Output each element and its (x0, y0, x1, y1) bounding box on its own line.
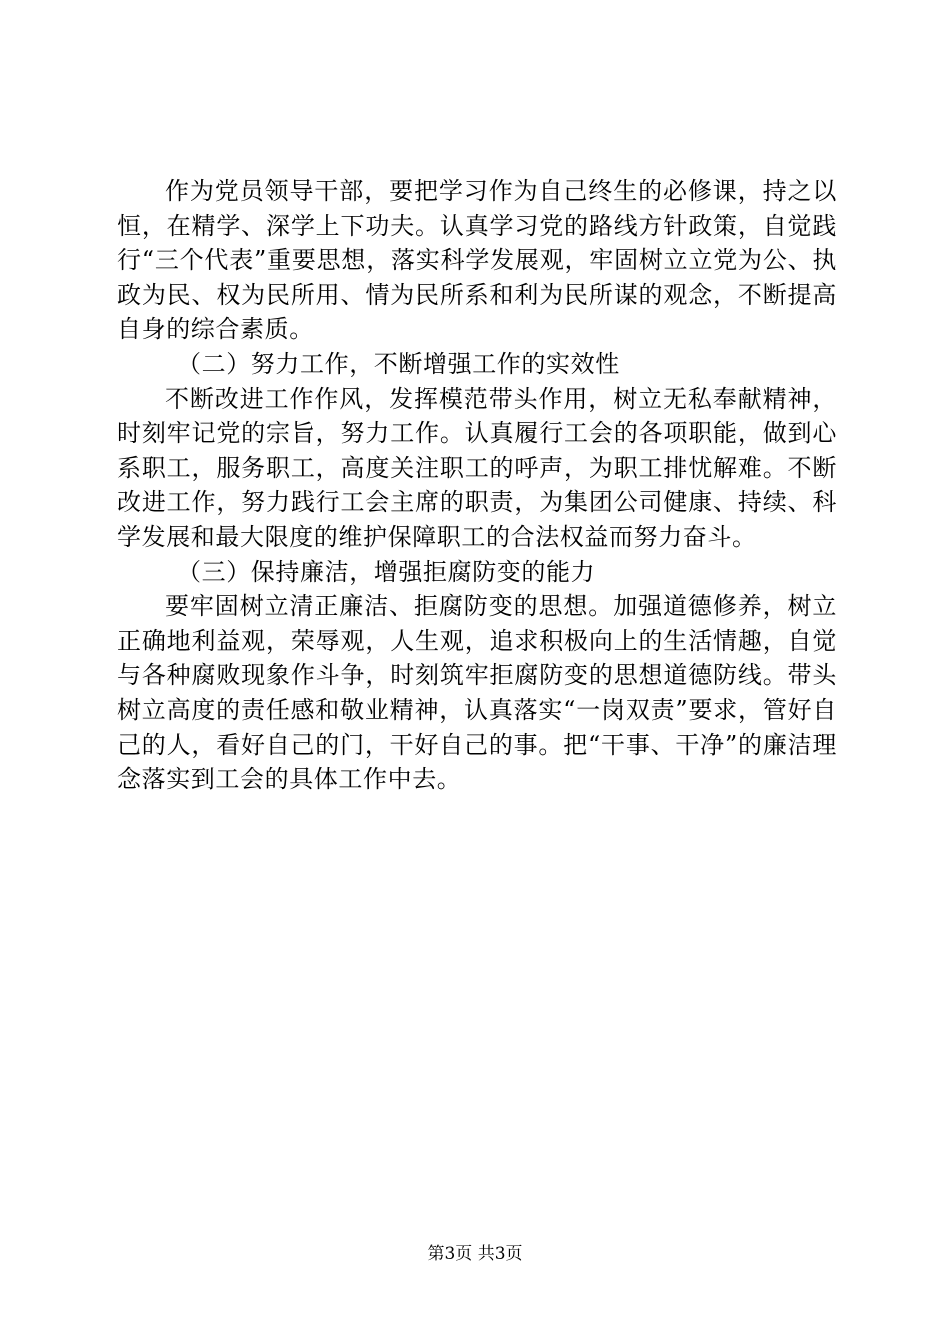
paragraph-work: 不断改进工作作风，发挥模范带头作用，树立无私奉献精神，时刻牢记党的宗旨，努力工作。认真履行工会的各项职能，做到心系职工，服务职工，高度关注职工的呼声，为职工排忧解难。不断改进工作，努力践行工会主席的职责，为集团公司健康、持续、科学发展和最大限度的维护保障职工的合法权益而努力奋斗。 (117, 384, 837, 551)
paragraph-study: 作为党员领导干部，要把学习作为自己终生的必修课，持之以恒，在精学、深学上下功夫。认真学习党的路线方针政策，自觉践行“三个代表”重要思想，落实科学发展观，牢固树立立党为公、执政为民、权为民所用、情为民所系和利为民所谋的观念，不断提高自身的综合素质。 (117, 177, 837, 344)
section-heading-2: （二）努力工作，不断增强工作的实效性 (177, 349, 620, 378)
document-body (117, 174, 837, 797)
paragraph-integrity: 要牢固树立清正廉洁、拒腐防变的思想。加强道德修养，树立正确地利益观，荣辱观，人生观，追求积极向上的生活情趣，自觉与各种腐败现象作斗争，时刻筑牢拒腐防变的思想道德防线。带头树立高度的责任感和敬业精神，认真落实“一岗双责”要求，管好自己的人，看好自己的门，干好自己的事。把“干事、干净”的廉洁理念落实到工会的具体工作中去。 (117, 592, 837, 794)
section-heading-3: （三）保持廉洁，增强拒腐防变的能力 (177, 557, 596, 586)
page-number-footer: 第3页 共3页 (427, 1244, 523, 1264)
